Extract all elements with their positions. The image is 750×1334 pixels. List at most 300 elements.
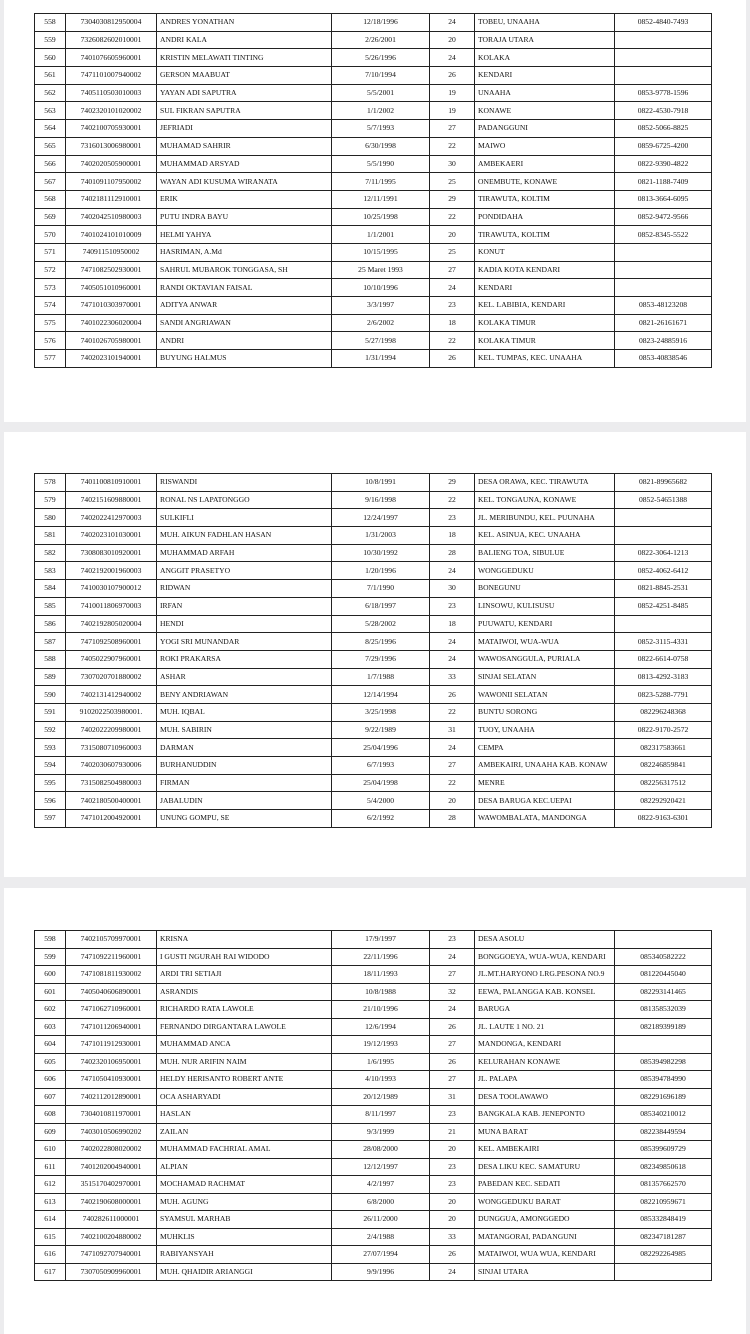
age-cell: 24 bbox=[430, 650, 475, 668]
phone-cell: 085340210012 bbox=[615, 1106, 712, 1124]
phone-cell: 0852-4840-7493 bbox=[615, 14, 712, 32]
age-cell: 22 bbox=[430, 137, 475, 155]
birth-date-cell: 5/5/2001 bbox=[332, 84, 430, 102]
name-cell: JABALUDIN bbox=[157, 792, 332, 810]
birth-date-cell: 6/18/1997 bbox=[332, 597, 430, 615]
address-cell: LINSOWU, KULISUSU bbox=[475, 597, 615, 615]
address-cell: EEWA, PALANGGA KAB. KONSEL bbox=[475, 983, 615, 1001]
row-number: 567 bbox=[35, 173, 66, 191]
table-row bbox=[35, 544, 712, 562]
row-number: 600 bbox=[35, 966, 66, 984]
nik-cell: 7307050909960001 bbox=[66, 1263, 157, 1281]
table-row bbox=[35, 279, 712, 297]
row-number: 568 bbox=[35, 190, 66, 208]
phone-cell: 0822-6614-0758 bbox=[615, 650, 712, 668]
roster-table bbox=[34, 13, 712, 368]
nik-cell: 7405051010960001 bbox=[66, 279, 157, 297]
name-cell: RANDI OKTAVIAN FAISAL bbox=[157, 279, 332, 297]
phone-cell: 0853-48123208 bbox=[615, 297, 712, 315]
address-cell: UNAAHA bbox=[475, 84, 615, 102]
birth-date-cell: 1/7/1988 bbox=[332, 668, 430, 686]
age-cell: 23 bbox=[430, 297, 475, 315]
birth-date-cell: 1/20/1996 bbox=[332, 562, 430, 580]
name-cell: BENY ANDRIAWAN bbox=[157, 686, 332, 704]
address-cell: TUOY, UNAAHA bbox=[475, 721, 615, 739]
phone-cell bbox=[615, 67, 712, 85]
address-cell: KONAWE bbox=[475, 102, 615, 120]
name-cell: MUH. NUR ARIFIN NAIM bbox=[157, 1053, 332, 1071]
phone-cell: 085332848419 bbox=[615, 1211, 712, 1229]
name-cell: GERSON MAABUAT bbox=[157, 67, 332, 85]
birth-date-cell: 1/6/1995 bbox=[332, 1053, 430, 1071]
nik-cell: 7402192001960003 bbox=[66, 562, 157, 580]
age-cell: 20 bbox=[430, 1141, 475, 1159]
address-cell: PUUWATU, KENDARI bbox=[475, 615, 615, 633]
table-row bbox=[35, 332, 712, 350]
phone-cell: 0821-26161671 bbox=[615, 314, 712, 332]
nik-cell: 7401024101010009 bbox=[66, 226, 157, 244]
age-cell: 29 bbox=[430, 474, 475, 492]
table-row bbox=[35, 31, 712, 49]
birth-date-cell: 5/27/1998 bbox=[332, 332, 430, 350]
table-row bbox=[35, 615, 712, 633]
table-row bbox=[35, 1158, 712, 1176]
table-row bbox=[35, 1193, 712, 1211]
nik-cell: 7304030812950004 bbox=[66, 14, 157, 32]
row-number: 569 bbox=[35, 208, 66, 226]
nik-cell: 7402022209980001 bbox=[66, 721, 157, 739]
roster-table bbox=[34, 930, 712, 1281]
phone-cell bbox=[615, 931, 712, 949]
age-cell: 27 bbox=[430, 261, 475, 279]
age-cell: 18 bbox=[430, 314, 475, 332]
phone-cell: 0853-40838546 bbox=[615, 350, 712, 368]
age-cell: 27 bbox=[430, 757, 475, 775]
name-cell: UNUNG GOMPU, SE bbox=[157, 810, 332, 828]
row-number: 558 bbox=[35, 14, 66, 32]
birth-date-cell: 2/6/2002 bbox=[332, 314, 430, 332]
address-cell: DESA LIKU KEC. SAMATURU bbox=[475, 1158, 615, 1176]
row-number: 563 bbox=[35, 102, 66, 120]
age-cell: 26 bbox=[430, 1053, 475, 1071]
age-cell: 23 bbox=[430, 509, 475, 527]
age-cell: 32 bbox=[430, 983, 475, 1001]
table-row bbox=[35, 1018, 712, 1036]
birth-date-cell: 7/1/1990 bbox=[332, 580, 430, 598]
row-number: 583 bbox=[35, 562, 66, 580]
phone-cell: 0822-4530-7918 bbox=[615, 102, 712, 120]
table-row bbox=[35, 1106, 712, 1124]
row-number: 564 bbox=[35, 120, 66, 138]
birth-date-cell: 8/11/1997 bbox=[332, 1106, 430, 1124]
name-cell: SAHRUL MUBAROK TONGGASA, SH bbox=[157, 261, 332, 279]
name-cell: MUHAMMAD ARFAH bbox=[157, 544, 332, 562]
age-cell: 27 bbox=[430, 1071, 475, 1089]
phone-cell: 082293141465 bbox=[615, 983, 712, 1001]
birth-date-cell: 5/5/1990 bbox=[332, 155, 430, 173]
birth-date-cell: 10/8/1991 bbox=[332, 474, 430, 492]
table-row bbox=[35, 261, 712, 279]
name-cell: MUH. SABIRIN bbox=[157, 721, 332, 739]
age-cell: 26 bbox=[430, 1018, 475, 1036]
phone-cell: 082292920421 bbox=[615, 792, 712, 810]
age-cell: 26 bbox=[430, 686, 475, 704]
row-number: 561 bbox=[35, 67, 66, 85]
table-row bbox=[35, 1228, 712, 1246]
roster-table bbox=[34, 473, 712, 828]
address-cell: KOLAKA bbox=[475, 49, 615, 67]
age-cell: 22 bbox=[430, 332, 475, 350]
address-cell: MATAIWOI, WUA WUA, KENDARI bbox=[475, 1246, 615, 1264]
nik-cell: 7316013006980001 bbox=[66, 137, 157, 155]
birth-date-cell: 19/12/1993 bbox=[332, 1036, 430, 1054]
row-number: 574 bbox=[35, 297, 66, 315]
row-number: 578 bbox=[35, 474, 66, 492]
row-number: 581 bbox=[35, 527, 66, 545]
address-cell: PONDIDAHA bbox=[475, 208, 615, 226]
nik-cell: 7402022412970003 bbox=[66, 509, 157, 527]
age-cell: 26 bbox=[430, 1246, 475, 1264]
row-number: 587 bbox=[35, 633, 66, 651]
address-cell: JL. LAUTE 1 NO. 21 bbox=[475, 1018, 615, 1036]
nik-cell: 7315082504980003 bbox=[66, 774, 157, 792]
table-row bbox=[35, 739, 712, 757]
name-cell: ALPIAN bbox=[157, 1158, 332, 1176]
age-cell: 23 bbox=[430, 1106, 475, 1124]
age-cell: 22 bbox=[430, 703, 475, 721]
phone-cell: 085394784990 bbox=[615, 1071, 712, 1089]
birth-date-cell: 3/3/1997 bbox=[332, 297, 430, 315]
birth-date-cell: 1/31/1994 bbox=[332, 350, 430, 368]
name-cell: SANDI ANGRIAWAN bbox=[157, 314, 332, 332]
address-cell: DUNGGUA, AMONGGEDO bbox=[475, 1211, 615, 1229]
birth-date-cell: 12/14/1994 bbox=[332, 686, 430, 704]
table-row bbox=[35, 597, 712, 615]
nik-cell: 7401091107950002 bbox=[66, 173, 157, 191]
row-number: 572 bbox=[35, 261, 66, 279]
row-number: 594 bbox=[35, 757, 66, 775]
address-cell: WONGGEDUKU bbox=[475, 562, 615, 580]
row-number: 589 bbox=[35, 668, 66, 686]
birth-date-cell: 27/07/1994 bbox=[332, 1246, 430, 1264]
row-number: 566 bbox=[35, 155, 66, 173]
name-cell: ANDRI bbox=[157, 332, 332, 350]
name-cell: RISWANDI bbox=[157, 474, 332, 492]
name-cell: BUYUNG HALMUS bbox=[157, 350, 332, 368]
phone-cell bbox=[615, 509, 712, 527]
birth-date-cell: 5/7/1993 bbox=[332, 120, 430, 138]
age-cell: 20 bbox=[430, 1211, 475, 1229]
nik-cell: 7402181112910001 bbox=[66, 190, 157, 208]
address-cell: BARUGA bbox=[475, 1001, 615, 1019]
name-cell: PUTU INDRA BAYU bbox=[157, 208, 332, 226]
nik-cell: 7402105709970001 bbox=[66, 931, 157, 949]
nik-cell: 7471092211960001 bbox=[66, 948, 157, 966]
nik-cell: 7402023101030001 bbox=[66, 527, 157, 545]
name-cell: HELMI YAHYA bbox=[157, 226, 332, 244]
nik-cell: 7402020505900001 bbox=[66, 155, 157, 173]
phone-cell bbox=[615, 279, 712, 297]
name-cell: YOGI SRI MUNANDAR bbox=[157, 633, 332, 651]
address-cell: SINJAI UTARA bbox=[475, 1263, 615, 1281]
name-cell: RONAL NS LAPATONGGO bbox=[157, 491, 332, 509]
name-cell: HASRIMAN, A.Md bbox=[157, 243, 332, 261]
table-row bbox=[35, 810, 712, 828]
phone-cell: 0853-9778-1596 bbox=[615, 84, 712, 102]
row-number: 586 bbox=[35, 615, 66, 633]
name-cell: YAYAN ADI SAPUTRA bbox=[157, 84, 332, 102]
address-cell: DESA ASOLU bbox=[475, 931, 615, 949]
birth-date-cell: 12/24/1997 bbox=[332, 509, 430, 527]
address-cell: CEMPA bbox=[475, 739, 615, 757]
birth-date-cell: 7/11/1995 bbox=[332, 173, 430, 191]
birth-date-cell: 12/12/1997 bbox=[332, 1158, 430, 1176]
name-cell: ADITYA ANWAR bbox=[157, 297, 332, 315]
birth-date-cell: 21/10/1996 bbox=[332, 1001, 430, 1019]
phone-cell: 0821-8845-2531 bbox=[615, 580, 712, 598]
address-cell: KADIA KOTA KENDARI bbox=[475, 261, 615, 279]
nik-cell: 7401100810910001 bbox=[66, 474, 157, 492]
row-number: 616 bbox=[35, 1246, 66, 1264]
birth-date-cell: 9/16/1998 bbox=[332, 491, 430, 509]
phone-cell: 0822-3064-1213 bbox=[615, 544, 712, 562]
row-number: 593 bbox=[35, 739, 66, 757]
name-cell: ZAILAN bbox=[157, 1123, 332, 1141]
age-cell: 23 bbox=[430, 931, 475, 949]
birth-date-cell: 12/6/1994 bbox=[332, 1018, 430, 1036]
address-cell: MATAIWOI, WUA-WUA bbox=[475, 633, 615, 651]
address-cell: TORAJA UTARA bbox=[475, 31, 615, 49]
table-row bbox=[35, 562, 712, 580]
phone-cell: 082349850618 bbox=[615, 1158, 712, 1176]
birth-date-cell: 22/11/1996 bbox=[332, 948, 430, 966]
address-cell: KENDARI bbox=[475, 279, 615, 297]
age-cell: 25 bbox=[430, 173, 475, 191]
age-cell: 24 bbox=[430, 739, 475, 757]
nik-cell: 7402151609880001 bbox=[66, 491, 157, 509]
table-row bbox=[35, 120, 712, 138]
nik-cell: 7471092508960001 bbox=[66, 633, 157, 651]
row-number: 582 bbox=[35, 544, 66, 562]
table-row bbox=[35, 1123, 712, 1141]
row-number: 560 bbox=[35, 49, 66, 67]
table-row bbox=[35, 757, 712, 775]
phone-cell: 0813-3664-6095 bbox=[615, 190, 712, 208]
age-cell: 20 bbox=[430, 226, 475, 244]
nik-cell: 7402320101020002 bbox=[66, 102, 157, 120]
phone-cell: 082256317512 bbox=[615, 774, 712, 792]
address-cell: KOLAKA TIMUR bbox=[475, 314, 615, 332]
row-number: 596 bbox=[35, 792, 66, 810]
table-row bbox=[35, 703, 712, 721]
row-number: 571 bbox=[35, 243, 66, 261]
birth-date-cell: 7/10/1994 bbox=[332, 67, 430, 85]
birth-date-cell: 4/10/1993 bbox=[332, 1071, 430, 1089]
address-cell: KENDARI bbox=[475, 67, 615, 85]
phone-cell bbox=[615, 31, 712, 49]
age-cell: 20 bbox=[430, 1193, 475, 1211]
table-row bbox=[35, 84, 712, 102]
birth-date-cell: 6/30/1998 bbox=[332, 137, 430, 155]
nik-cell: 7402192805020004 bbox=[66, 615, 157, 633]
nik-cell: 7471101007940002 bbox=[66, 67, 157, 85]
birth-date-cell: 7/29/1996 bbox=[332, 650, 430, 668]
phone-cell: 082347181287 bbox=[615, 1228, 712, 1246]
phone-cell: 0859-6725-4200 bbox=[615, 137, 712, 155]
nik-cell: 7402022808020002 bbox=[66, 1141, 157, 1159]
phone-cell: 0822-9390-4822 bbox=[615, 155, 712, 173]
age-cell: 19 bbox=[430, 102, 475, 120]
age-cell: 27 bbox=[430, 120, 475, 138]
phone-cell: 082189399189 bbox=[615, 1018, 712, 1036]
nik-cell: 7402190608000001 bbox=[66, 1193, 157, 1211]
nik-cell: 7402112012890001 bbox=[66, 1088, 157, 1106]
address-cell: KEL. TUMPAS, KEC. UNAAHA bbox=[475, 350, 615, 368]
phone-cell: 0821-1188-7409 bbox=[615, 173, 712, 191]
row-number: 562 bbox=[35, 84, 66, 102]
nik-cell: 7471011206940001 bbox=[66, 1018, 157, 1036]
birth-date-cell: 5/26/1996 bbox=[332, 49, 430, 67]
name-cell: MUH. IQBAL bbox=[157, 703, 332, 721]
age-cell: 31 bbox=[430, 1088, 475, 1106]
address-cell: KEL. LABIBIA, KENDARI bbox=[475, 297, 615, 315]
age-cell: 24 bbox=[430, 14, 475, 32]
nik-cell: 7401022306020004 bbox=[66, 314, 157, 332]
phone-cell: 081357662570 bbox=[615, 1176, 712, 1194]
row-number: 601 bbox=[35, 983, 66, 1001]
name-cell: I GUSTI NGURAH RAI WIDODO bbox=[157, 948, 332, 966]
phone-cell: 0852-8345-5522 bbox=[615, 226, 712, 244]
row-number: 607 bbox=[35, 1088, 66, 1106]
address-cell: MENRE bbox=[475, 774, 615, 792]
nik-cell: 7405110503010003 bbox=[66, 84, 157, 102]
address-cell: KEL. ASINUA, KEC. UNAAHA bbox=[475, 527, 615, 545]
age-cell: 19 bbox=[430, 84, 475, 102]
birth-date-cell: 1/1/2001 bbox=[332, 226, 430, 244]
row-number: 588 bbox=[35, 650, 66, 668]
nik-cell: 7405022907960001 bbox=[66, 650, 157, 668]
name-cell: MUHAMMAD ARSYAD bbox=[157, 155, 332, 173]
nik-cell: 7471010303970001 bbox=[66, 297, 157, 315]
birth-date-cell: 5/4/2000 bbox=[332, 792, 430, 810]
name-cell: WAYAN ADI KUSUMA WIRANATA bbox=[157, 173, 332, 191]
row-number: 602 bbox=[35, 1001, 66, 1019]
name-cell: MUH. QHAIDIR ARIANGGI bbox=[157, 1263, 332, 1281]
phone-cell: 0852-4251-8485 bbox=[615, 597, 712, 615]
address-cell: KOLAKA TIMUR bbox=[475, 332, 615, 350]
name-cell: MUHAMMAD FACHRIAL AMAL bbox=[157, 1141, 332, 1159]
nik-cell: 7402023101940001 bbox=[66, 350, 157, 368]
table-row bbox=[35, 14, 712, 32]
phone-cell bbox=[615, 1036, 712, 1054]
nik-cell: 7402320106950001 bbox=[66, 1053, 157, 1071]
name-cell: RICHARDO RATA LAWOLE bbox=[157, 1001, 332, 1019]
table-row bbox=[35, 983, 712, 1001]
address-cell: AMBEKAERI bbox=[475, 155, 615, 173]
table-row bbox=[35, 580, 712, 598]
phone-cell bbox=[615, 49, 712, 67]
address-cell: BANGKALA KAB. JENEPONTO bbox=[475, 1106, 615, 1124]
address-cell: MATANGORAI, PADANGUNI bbox=[475, 1228, 615, 1246]
table-row bbox=[35, 1088, 712, 1106]
table-row bbox=[35, 49, 712, 67]
table-row bbox=[35, 931, 712, 949]
address-cell: BONEGUNU bbox=[475, 580, 615, 598]
table-row bbox=[35, 1176, 712, 1194]
age-cell: 30 bbox=[430, 155, 475, 173]
nik-cell: 7471092707940001 bbox=[66, 1246, 157, 1264]
row-number: 615 bbox=[35, 1228, 66, 1246]
row-number: 603 bbox=[35, 1018, 66, 1036]
row-number: 608 bbox=[35, 1106, 66, 1124]
nik-cell: 7410030107900012 bbox=[66, 580, 157, 598]
row-number: 613 bbox=[35, 1193, 66, 1211]
age-cell: 22 bbox=[430, 774, 475, 792]
age-cell: 31 bbox=[430, 721, 475, 739]
name-cell: IRFAN bbox=[157, 597, 332, 615]
address-cell: TIRAWUTA, KOLTIM bbox=[475, 226, 615, 244]
birth-date-cell: 1/1/2002 bbox=[332, 102, 430, 120]
age-cell: 29 bbox=[430, 190, 475, 208]
row-number: 617 bbox=[35, 1263, 66, 1281]
table-row bbox=[35, 792, 712, 810]
name-cell: MUHAMAD SAHRIR bbox=[157, 137, 332, 155]
address-cell: ONEMBUTE, KONAWE bbox=[475, 173, 615, 191]
birth-date-cell: 12/11/1991 bbox=[332, 190, 430, 208]
phone-cell: 085340582222 bbox=[615, 948, 712, 966]
age-cell: 24 bbox=[430, 948, 475, 966]
phone-cell bbox=[615, 527, 712, 545]
address-cell: JL. PALAPA bbox=[475, 1071, 615, 1089]
age-cell: 25 bbox=[430, 243, 475, 261]
row-number: 577 bbox=[35, 350, 66, 368]
table-row bbox=[35, 1071, 712, 1089]
age-cell: 24 bbox=[430, 49, 475, 67]
table-row bbox=[35, 137, 712, 155]
nik-cell: 7401202004940001 bbox=[66, 1158, 157, 1176]
table-row bbox=[35, 1036, 712, 1054]
age-cell: 28 bbox=[430, 544, 475, 562]
age-cell: 27 bbox=[430, 1036, 475, 1054]
address-cell: BALIENG TOA, SIBULUE bbox=[475, 544, 615, 562]
name-cell: ERIK bbox=[157, 190, 332, 208]
row-number: 597 bbox=[35, 810, 66, 828]
birth-date-cell: 18/11/1993 bbox=[332, 966, 430, 984]
name-cell: ANDRES YONATHAN bbox=[157, 14, 332, 32]
row-number: 579 bbox=[35, 491, 66, 509]
table-row bbox=[35, 527, 712, 545]
name-cell: KRISTIN MELAWATI TINTING bbox=[157, 49, 332, 67]
nik-cell: 7326082602010001 bbox=[66, 31, 157, 49]
address-cell: JL.MT.HARYONO LRG.PESONA NO.9 bbox=[475, 966, 615, 984]
table-row bbox=[35, 1053, 712, 1071]
row-number: 573 bbox=[35, 279, 66, 297]
birth-date-cell: 5/28/2002 bbox=[332, 615, 430, 633]
birth-date-cell: 17/9/1997 bbox=[332, 931, 430, 949]
phone-cell bbox=[615, 243, 712, 261]
birth-date-cell: 12/18/1996 bbox=[332, 14, 430, 32]
address-cell: PABEDAN KEC. SEDATI bbox=[475, 1176, 615, 1194]
row-number: 611 bbox=[35, 1158, 66, 1176]
age-cell: 23 bbox=[430, 1176, 475, 1194]
birth-date-cell: 20/12/1989 bbox=[332, 1088, 430, 1106]
birth-date-cell: 25 Maret 1993 bbox=[332, 261, 430, 279]
address-cell: DESA TOOLAWAWO bbox=[475, 1088, 615, 1106]
age-cell: 30 bbox=[430, 580, 475, 598]
name-cell: ANDRI KALA bbox=[157, 31, 332, 49]
name-cell: KRISNA bbox=[157, 931, 332, 949]
table-row bbox=[35, 155, 712, 173]
